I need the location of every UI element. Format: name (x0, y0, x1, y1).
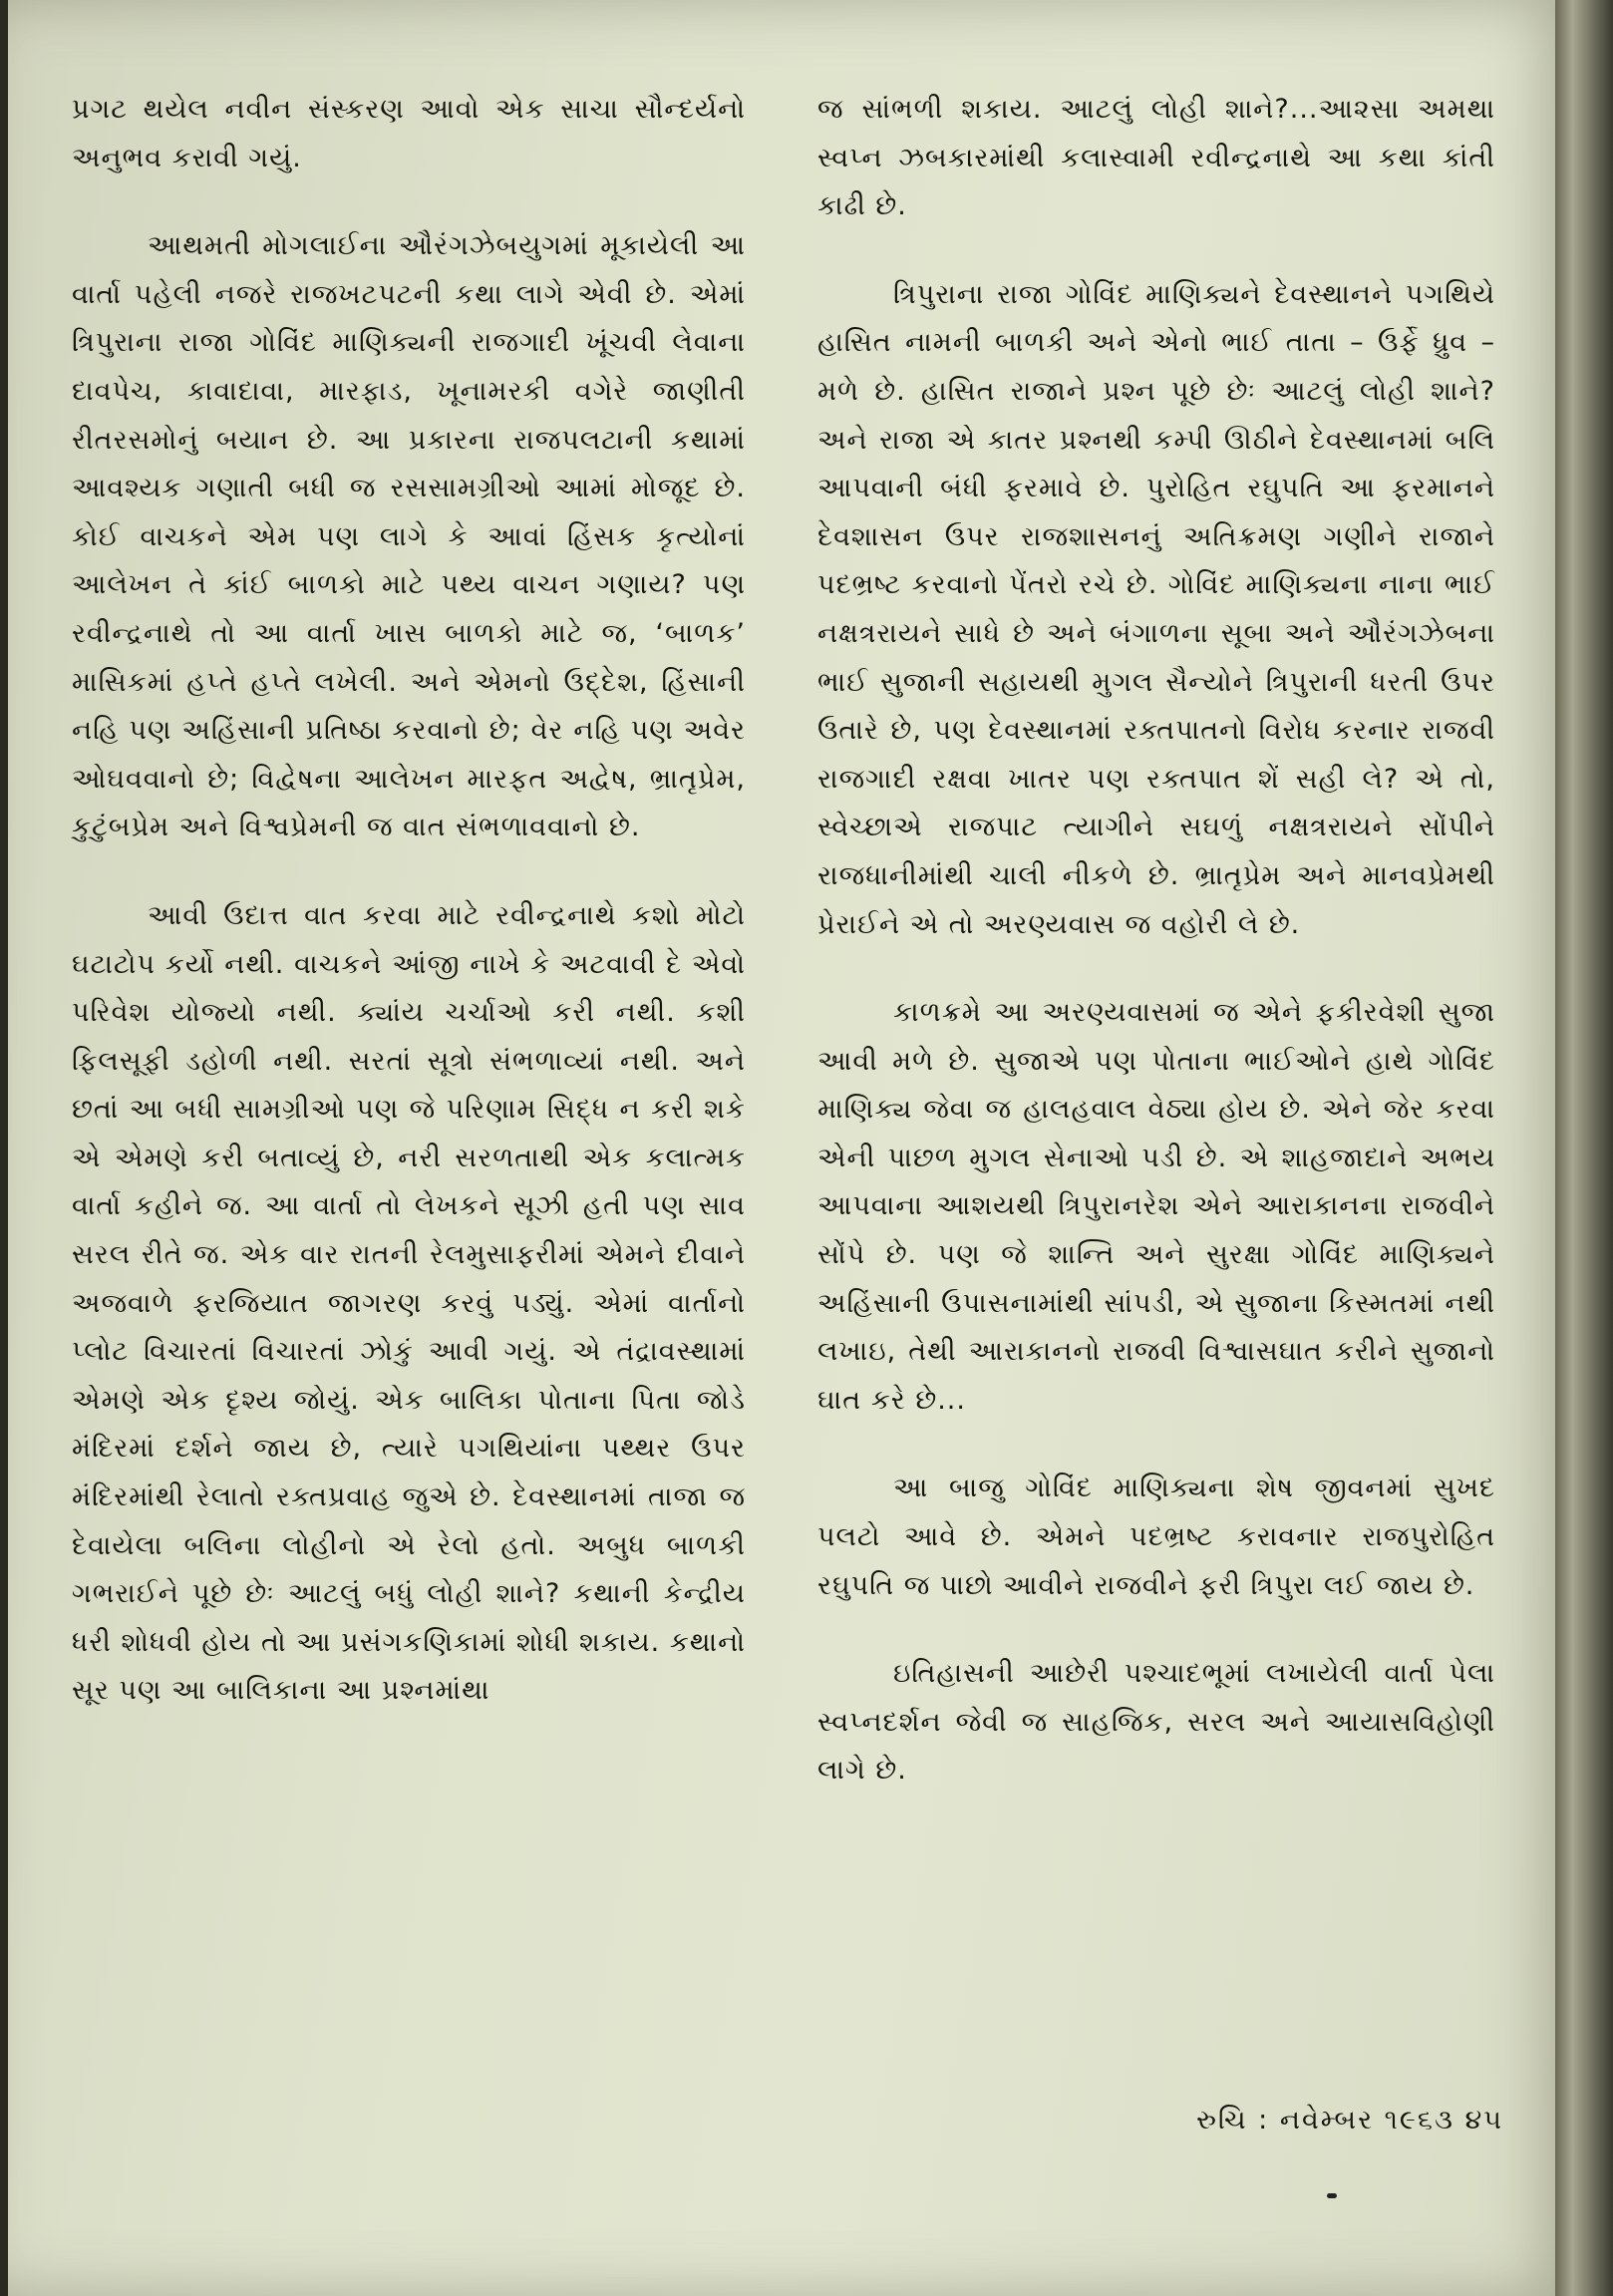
magazine-page (8, 0, 1575, 2296)
paragraph: ત્રિપુરાના રાજા ગોવિંદ માણિક્યને દેવસ્થાનને પગથિયે હાસિત નામની બાળકી અને એનો ભાઈ તાતા – ઉર્ફે ધ્રુવ – મળે છે. હાસિત રાજાને પ્રશ્ન પૂછે છેઃ આટલું લોહી શાને? અને રાજા એ કાતર પ્રશ્નથી કમ્પી ઊઠીને દેવસ્થાનમાં બલિ આપવાની બંધી ફરમાવે છે. પુરોહિત રઘુપતિ આ ફરમાનને દેવશાસન ઉપર રાજશાસનનું અતિક્રમણ ગણીને રાજાને પદભ્રષ્ટ કરવાનો પેંતરો રચે છે. ગોવિંદ માણિક્યના નાના ભાઈ નક્ષત્રરાયને સાધે છે અને બંગાળના સૂબા અને ઔરંગઝેબના ભાઈ સુજાની સહાયથી મુગલ સૈન્યોને ત્રિપુરાની ધરતી ઉપર ઉતારે છે, પણ દેવસ્થાનમાં રક્તપાતનો વિરોધ કરનાર રાજવી રાજગાદી રક્ષવા ખાતર પણ રક્તપાત શેં સહી લે? એ તો, સ્વેચ્છાએ રાજપાટ ત્યાગીને સઘળું નક્ષત્રરાયને સોંપીને રાજધાનીમાંથી ચાલી નીકળે છે. ભ્રાતૃપ્રેમ અને માનવપ્રેમથી પ્રેરાઈને એ તો અરણ્યવાસ જ વહોરી લે છે. (817, 278, 1495, 940)
right-column (817, 86, 1495, 1835)
page-edge (1555, 0, 1613, 2296)
paragraph: આ બાજુ ગોવિંદ માણિક્યના શેષ જીવનમાં સુખદ પલટો આવે છે. એમને પદભ્રષ્ટ કરાવનાર રાજપુરોહિત રઘુપતિ જ પાછો આવીને રાજવીને ફરી ત્રિપુરા લઈ જાય છે. (817, 1473, 1495, 1601)
paragraph: ઇતિહાસની આછેરી પશ્ચાદભૂમાં લખાયેલી વાર્તા પેલા સ્વપ્નદર્શન જેવી જ સાહજિક, સરલ અને આયાસવિહોણી લાગે છે. (817, 1658, 1495, 1787)
ink-dot (1327, 2193, 1337, 2198)
left-column (72, 86, 746, 1756)
paragraph: આથમતી મોગલાઈના ઔરંગઝેબયુગમાં મૂકાયેલી આ વાર્તા પહેલી નજરે રાજખટપટની કથા લાગે એવી છે. એમાં ત્રિપુરાના રાજા ગોવિંદ માણિક્યની રાજગાદી ખૂંચવી લેવાના દાવપેચ, કાવાદાવા, મારફાડ, ખૂનામરકી વગેરે જાણીતી રીતરસમોનું બયાન છે. આ પ્રકારના રાજપલટાની કથામાં આવશ્યક ગણાતી બધી જ રસસામગ્રીઓ આમાં મોજૂદ છે. કોઈ વાચકને એમ પણ લાગે કે આવાં હિંસક કૃત્યોનાં આલેખન તે કાંઈ બાળકો માટે પથ્ય વાચન ગણાય? પણ રવીન્દ્રનાથે તો આ વાર્તા ખાસ બાળકો માટે જ, ‘બાળક’ માસિકમાં હપ્તે હપ્તે લખેલી. અને એમનો ઉદ્દેશ, હિંસાની નહિ પણ અહિંસાની પ્રતિષ્ઠા કરવાનો છે; વેર નહિ પણ અવેર ઓઘવવાનો છે; વિદ્વેષના આલેખન મારફત અદ્વેષ, ભ્રાતૃપ્રેમ, કુટુંબપ્રેમ અને વિશ્વપ્રેમની જ વાત સંભળાવવાનો છે. (72, 230, 746, 843)
paragraph: આવી ઉદાત્ત વાત કરવા માટે રવીન્દ્રનાથે કશો મોટો ઘટાટોપ કર્યો નથી. વાચકને આંજી નાખે કે અટવાવી દે એવો પરિવેશ યોજ્યો નથી. ક્યાંય ચર્ચાઓ કરી નથી. કશી ફિલસૂફી ડહોળી નથી. સરતાં સૂત્રો સંભળાવ્યાં નથી. અને છતાં આ બધી સામગ્રીઓ પણ જે પરિણામ સિદ્ધ ન કરી શકે એ એમણે કરી બતાવ્યું છે, નરી સરળતાથી એક કલાત્મક વાર્તા કહીને જ. આ વાર્તા તો લેખકને સૂઝી હતી પણ સાવ સરલ રીતે જ. એક વાર રાતની રેલમુસાફરીમાં એમને દીવાને અજવાળે ફરજિયાત જાગરણ કરવું પડ્યું. એમાં વાર્તાનો પ્લોટ વિચારતાં વિચારતાં ઝોકું આવી ગયું. એ તંદ્રાવસ્થામાં એમણે એક દૃશ્ય જોયું. એક બાલિકા પોતાના પિતા જોડે મંદિરમાં દર્શને જાય છે, ત્યારે પગથિયાંના પથ્થર ઉપર મંદિરમાંથી રેલાતો રક્તપ્રવાહ જુએ છે. દેવસ્થાનમાં તાજા જ દેવાયેલા બલિના લોહીનો એ રેલો હતો. અબુધ બાળકી ગભરાઈને પૂછે છેઃ આટલું બધું લોહી શાને? કથાની કેન્દ્રીય ધરી શોધવી હોય તો આ પ્રસંગકણિકામાં શોધી શકાય. કથાનો સૂર પણ આ બાલિકાના આ પ્રશ્નમાંથા (72, 899, 746, 1707)
paragraph: પ્રગટ થયેલ નવીન સંસ્કરણ આવો એક સાચા સૌન્દર્યનો અનુભવ કરાવી ગયું. (72, 94, 746, 173)
paragraph: કાળક્રમે આ અરણ્યવાસમાં જ એને ફકીરવેશી સુજા આવી મળે છે. સુજાએ પણ પોતાના ભાઈઓને હાથે ગોવિંદ માણિક્ય જેવા જ હાલહવાલ વેઠ્યા હોય છે. એને જેર કરવા એની પાછળ મુગલ સેનાઓ પડી છે. એ શાહજાદાને અભય આપવાના આશયથી ત્રિપુરાનરેશ એને આરાકાનના રાજવીને સોંપે છે. પણ જે શાન્તિ અને સુરક્ષા ગોવિંદ માણિક્યને અહિંસાની ઉપાસનામાંથી સાંપડી, એ સુજાના કિસ્મતમાં નથી લખાઇ, તેથી આરાકાનનો રાજવી વિશ્વાસઘાત કરીને સુજાનો ઘાત કરે છે... (817, 997, 1495, 1416)
paragraph: જ સાંભળી શકાય. આટલું લોહી શાને?...આ૨સા અમથા સ્વપ્ન ઝબકારમાંથી કલાસ્વામી રવીન્દ્રનાથે આ કથા કાંતી કાઢી છે. (817, 94, 1495, 222)
page-footer: રુચિ : નવેમ્બર ૧૯૬૩ ૪૫ (1196, 2105, 1503, 2135)
